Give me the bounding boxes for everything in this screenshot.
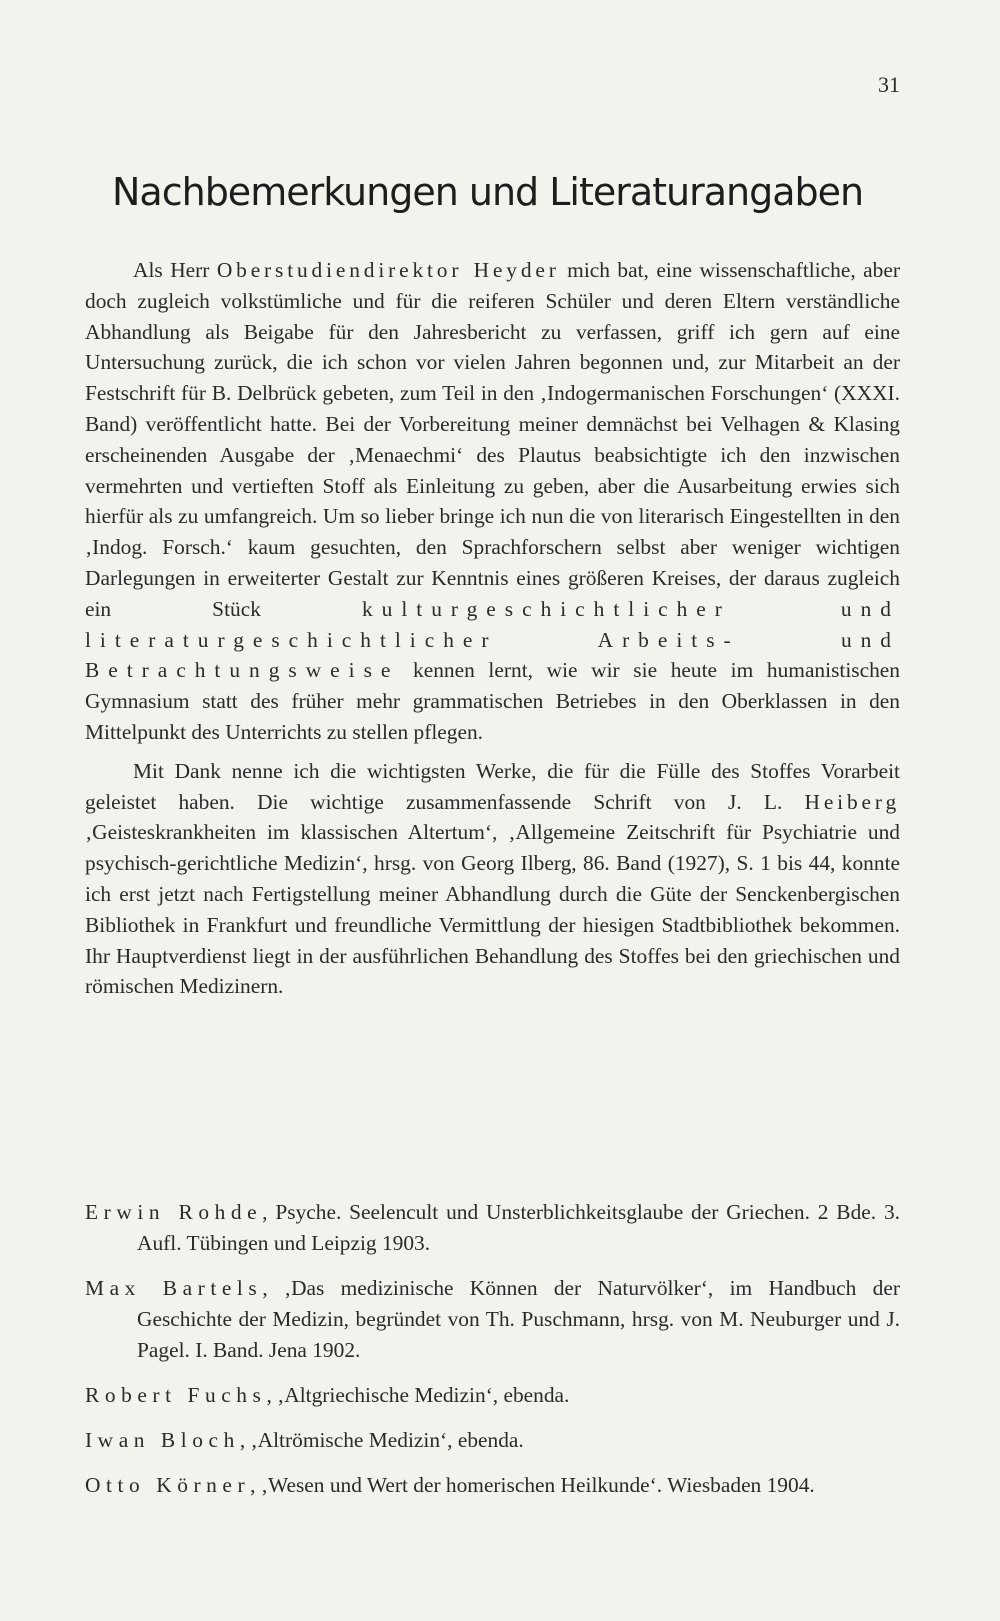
section-heading: Nachbemerkungen und Literaturangaben xyxy=(112,170,864,214)
reference-text: , ‚Das medizinische Können der Naturvölker‘, im Handbuch der Geschichte der Medizin, begründet von Th. Puschmann, hrsg. von M. Neuburger und J. Pagel. I. Band. Jena 1902. xyxy=(137,1276,900,1362)
reference-entry xyxy=(85,1197,900,1259)
reference-author: Robert Fuchs xyxy=(85,1383,267,1407)
paragraph-sources xyxy=(85,756,900,1002)
text-span: Mit Dank nenne ich die wichtigsten Werke, die für die Fülle des Stoffes Vorarbeit geleistet haben. Die wichtige zusammenfassende Schrift von J. L. xyxy=(85,758,900,814)
reference-entry xyxy=(85,1273,900,1366)
reference-entry xyxy=(85,1425,900,1456)
page-number: 31 xyxy=(878,72,900,97)
reference-author: Iwan Bloch xyxy=(85,1428,240,1452)
body-text xyxy=(85,255,900,1002)
reference-author: Otto Körner xyxy=(85,1473,251,1497)
emphasized-name: Oberstudiendirektor Heyder xyxy=(216,258,560,282)
reference-text: , ‚Altrömische Medizin‘, ebenda. xyxy=(239,1428,524,1452)
reference-list xyxy=(85,1197,900,1515)
paragraph-intro xyxy=(85,255,900,748)
text-span: kennen lernt, wie wir sie heute im humanistischen Gymnasium statt des früher mehr grammatischen Betriebes in den Oberklassen in den Mittelpunkt des Unterrichts zu stellen pflegen. xyxy=(85,658,900,744)
reference-text: , Psyche. Seelencult und Unsterblichkeitsglaube der Griechen. 2 Bde. 3. Aufl. Tübingen und Leipzig 1903. xyxy=(137,1200,900,1255)
emphasized-name: Heiberg xyxy=(804,789,900,814)
reference-author: Max Bartels xyxy=(85,1276,263,1300)
text-span: mich bat, eine wissenschaftliche, aber doch zugleich volkstümliche und für die reiferen Schüler und deren Eltern verständliche Abhandlung als Beigabe für den Jahresbericht zu verfassen, griff ich gern auf eine Untersuchung zurück, die ich schon vor vielen Jahren begonnen und, zur Mitarbeit an der Festschrift für B. Delbrück gebeten, zum Teil in den ‚Indogermanischen Forschungen‘ (XXXI. Band) veröffentlicht hatte. Bei der Vorbereitung meiner demnächst bei Velhagen & Klasing erscheinenden Ausgabe der ‚Menaechmi‘ des Plautus beabsichtigte ich den inzwischen vermehrten und vertieften Stoff als Einleitung zu geben, aber die Ausarbeitung erwies sich hierfür als zu umfangreich. Um so lieber bringe ich nun die von literarisch Eingestellten in den ‚Indog. Forsch.‘ kaum gesuchten, den Sprachforschern selbst aber weniger wichtigen Darlegungen in erweiterter Gestalt zur Kenntnis eines größeren Kreises, der daraus zugleich ein Stück xyxy=(85,258,900,621)
reference-entry xyxy=(85,1380,900,1411)
reference-text: , ‚Altgriechische Medizin‘, ebenda. xyxy=(266,1383,570,1407)
text-span: Als Herr xyxy=(133,258,217,282)
emphasized-phrase: kulturgeschichtlicher und literaturgeschichtlicher Arbeits- und Betrachtungsweise xyxy=(85,596,900,683)
reference-entry xyxy=(85,1470,900,1501)
reference-author: Erwin Rohde xyxy=(85,1200,263,1224)
text-span: ‚Geisteskrankheiten im klassischen Altertum‘, ‚Allgemeine Zeitschrift für Psychiatrie und psychisch-gerichtliche Medizin‘, hrsg. von Georg Ilberg, 86. Band (1927), S. 1 bis 44, konnte ich erst jetzt nach Fertigstellung meiner Abhandlung durch die Güte der Senckenbergischen Bibliothek in Frankfurt und freundliche Vermittlung der hiesigen Stadtbibliothek bekommen. Ihr Hauptverdienst liegt in der ausführlichen Behandlung des Stoffes bei den griechischen und römischen Medizinern. xyxy=(85,820,900,999)
reference-text: , ‚Wesen und Wert der homerischen Heilkunde‘. Wiesbaden 1904. xyxy=(250,1473,815,1497)
